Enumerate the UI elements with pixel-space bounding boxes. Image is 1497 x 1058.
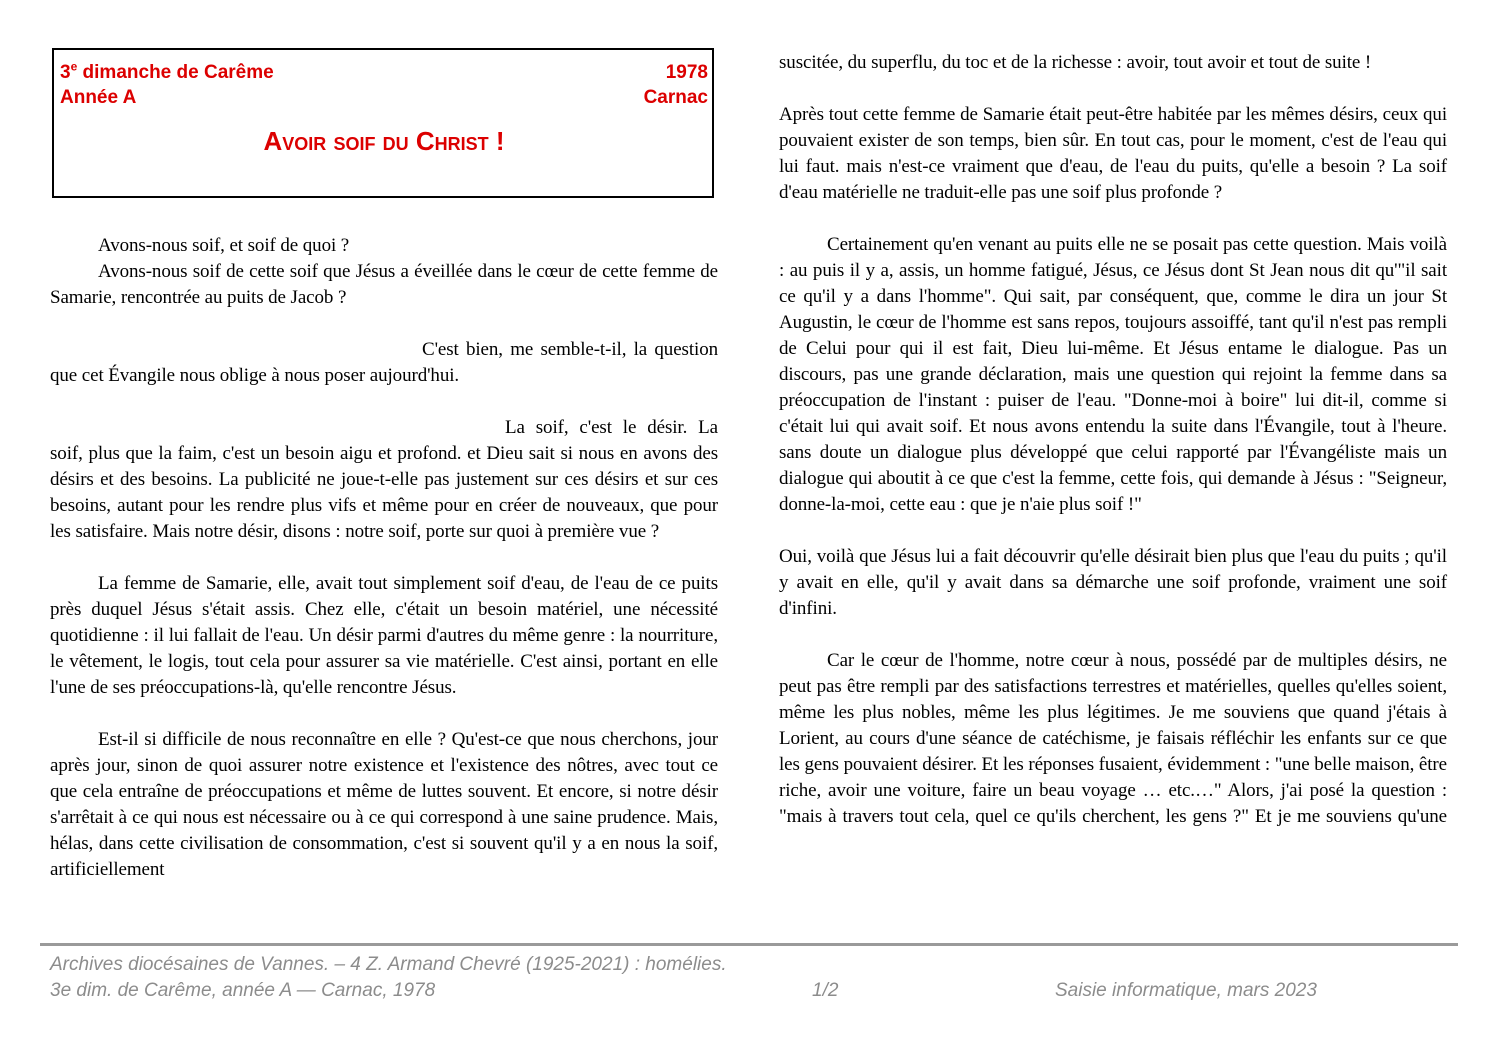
feast-ordinal-suffix: e [70, 59, 78, 74]
paragraph-right-2: Après tout cette femme de Samarie était peut-être habitée par les mêmes désirs, ceux qui pouvaient exister de son temps, bien sûr. En tout cas, pour le moment, c'est de l'eau qui lui faut. mais n'est-ce vraiment que d'eau, de l'eau du puits, qu'elle a besoin ? La soif d'eau matérielle ne traduit-elle pas une soif plus profonde ? [779, 104, 1447, 203]
paragraph-left-2: Avons-nous soif de cette soif que Jésus a éveillée dans le cœur de cette femme de Samarie, rencontrée au puits de Jacob ? [50, 261, 718, 308]
footer-archive-block [50, 952, 727, 1004]
header-box [52, 48, 714, 198]
liturgical-year-line: Année A [60, 87, 137, 108]
paragraph-right-4: Oui, voilà que Jésus lui a fait découvrir qu'elle désirait bien plus que l'eau du puits ; qu'il y avait en elle, qu'il y avait dans sa démarche une soif profonde, vraiment une soif d'infini. [779, 546, 1447, 619]
paragraph-left-1: Avons-nous soif, et soif de quoi ? [98, 235, 350, 256]
header-meta-right [644, 60, 708, 110]
feast-line [60, 60, 274, 85]
paragraph-left-5: La femme de Samarie, elle, avait tout simplement soif d'eau, de l'eau de ce puits près duquel Jésus s'était assis. Chez elle, c'était un besoin matériel, une nécessité quotidienne : il lui fallait de l'eau. Un désir parmi d'autres du même genre : la nourriture, le vêtement, le logis, tout cela pour assurer sa vie matérielle. C'est ainsi, portant en elle l'une de ses préoccupations-là, qu'elle rencontre Jésus. [50, 573, 718, 698]
paragraph-right-3: Certainement qu'en venant au puits elle ne se posait pas cette question. Mais voilà : au puis il y a, assis, un homme fatigué, Jésus, ce Jésus dont St Jean nous dit qu'"il sait ce qu'il y a dans l'homme". Qui sait, par conséquent, que, comme le dira un jour St Augustin, le cœur de l'homme est sans repos, toujours assoiffé, tant qu'il n'est pas rempli de Celui pour qui il est fait, Dieu lui-même. Et Jésus entame le dialogue. Pas un discours, pas une grande déclaration, mais une question qui rejoint la femme dans sa préoccupation de l'instant : puiser de l'eau. "Donne-moi à boire" lui dit-il, comme si c'était lui qui avait soif. Et nous avons entendu la suite dans l'Évangile, tout à l'heure. sans doute un dialogue plus développé que celui rapporté par l'Évangéliste mais un dialogue qui aboutit à ce que c'est la femme, cette fois, qui demande à Jésus : "Seigneur, donne-la-moi, cette eau : que je n'aie plus soif !" [779, 234, 1447, 515]
header-meta [60, 60, 708, 110]
feast-number: 3 [60, 62, 71, 83]
paragraph-left-6: Est-il si difficile de nous reconnaître en elle ? Qu'est-ce que nous cherchons, jour après jour, sinon de quoi assurer notre existence et l'existence des nôtres, avec tout ce que cela entraîne de préoccupations et même de luttes souvent. Et encore, si notre désir s'arrêtait à ce qui nous est nécessaire ou à ce qui correspond à une saine prudence. Mais, hélas, dans cette civilisation de consommation, c'est si souvent qu'il y a en nous la soif, artificiellement [50, 729, 718, 880]
footer-rule [40, 943, 1458, 946]
paragraph-left-4: La soif, c'est le désir. La soif, plus que la faim, c'est un besoin aigu et profond. et Dieu sait si nous en avons des désirs et des besoins. La publicité ne joue-t-elle pas justement sur ces désirs et sur ces besoins, autant pour les rendre plus vifs et même pour en créer de nouveaux, que pour les satisfaire. Mais notre désir, disons : notre soif, porte sur quoi à première vue ? [50, 417, 718, 542]
right-column [779, 50, 1447, 856]
paragraph-right-5: Car le cœur de l'homme, notre cœur à nous, possédé par de multiples désirs, ne peut pas être rempli par des satisfactions terrestres et matérielles, quelles qu'elles soient, même les plus nobles, même les plus légitimes. Je me souviens que quand j'étais à Lorient, au cours d'une séance de catéchisme, je faisais réfléchir les enfants sur ce que les gens pouvaient désirer. Et les réponses fusaient, évidemment : "une belle maison, être riche, avoir une voiture, faire un beau voyage … etc.…" Alors, j'ai posé la question : "mais à travers tout cela, quel ce qu'ils cherchent, les gens ?" Et je me souviens qu'une [779, 650, 1447, 827]
footer-reference-line: 3e dim. de Carême, année A — Carnac, 1978 [50, 980, 436, 1001]
place-value: Carnac [643, 87, 708, 108]
left-column [50, 233, 718, 909]
feast-name: dimanche de Carême [77, 62, 274, 83]
paragraph-left-3: C'est bien, me semble-t-il, la question que cet Évangile nous oblige à nous poser aujourd'hui. [50, 339, 718, 386]
footer-archive-line: Archives diocésaines de Vannes. – 4 Z. Armand Chevré (1925-2021) : homélies. [50, 954, 727, 975]
year-value: 1978 [665, 62, 708, 83]
homily-title: Avoir soif du Christ ! [263, 126, 505, 156]
footer-note: Saisie informatique, mars 2023 [1055, 980, 1317, 1001]
header-meta-left [60, 60, 274, 110]
paragraph-right-1: suscitée, du superflu, du toc et de la richesse : avoir, tout avoir et tout de suite ! [779, 52, 1372, 73]
page-number: 1/2 [812, 980, 839, 1001]
